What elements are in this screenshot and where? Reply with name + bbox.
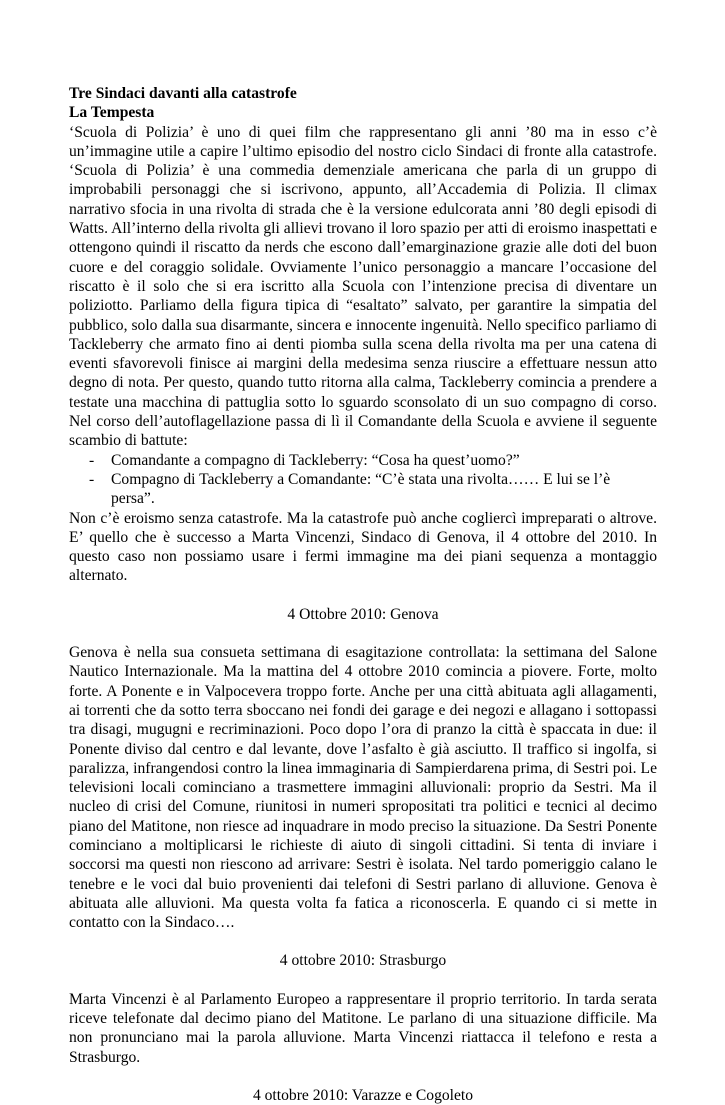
section-paragraph-strasburgo: Marta Vincenzi è al Parlamento Europeo a rappresentare il proprio territorio. In tarda serata riceve telefonate dal decimo piano del Matitone. Le parlano di una situazione difficile. Ma non pronunciano mai la parola alluvione. Marta Vincenzi riattacca il telefono e resta a Strasburgo. xyxy=(69,990,657,1066)
dialogue-dash: - xyxy=(89,451,95,469)
dialogue-text: Compagno di Tackleberry a Comandante: “C’è stata una rivolta…… E lui se l’è persa”. xyxy=(111,470,611,508)
intro-paragraph: ‘Scuola di Polizia’ è uno di quei film che rappresentano gli anni ’80 ma in esso c’è un’immagine utile a capire l’ultimo episodio del nostro ciclo Sindaci di fronte alla catastrofe. ‘Scuola di Polizia’ è una commedia demenziale americana che parla di un gruppo di improbabili personaggi che si iscrivono, appunto, all’Accademia di Polizia. Il climax narrativo sfocia in una rivolta di strada che è la versione edulcorata anni ’80 degli episodi di Watts. All’interno della rivolta gli allievi trovano il loro spazio per atti di eroismo inaspettati e ottengono quindi il riscatto da nerds che escono dall’emarginazione grazie alle doti del buon cuore e del coraggio solidale. Ovviamente l’unico personaggio a mancare l’occasione del riscatto è il solo che si era iscritto alla Scuola con l’intenzione precisa di diventare un poliziotto. Parliamo della figura tipica di “esaltato” salvato, per garantire la simpatia del pubblico, solo dalla sua disarmante, sincera e innocente ingenuità. Nello specifico parliamo di Tackleberry che armato fino ai denti piomba sulla scena della rivolta ma per una catena di eventi sfavorevoli finisce ai margini della medesima senza riuscire a effettuare nessun atto degno di nota. Per questo, quando tutto ritorna alla calma, Tackleberry comincia a prendere a testate una macchina di pattuglia sotto lo sguardo sconsolato di un suo compagno di corso. Nel corso dell’autoflagellazione passa di lì il Comandante della Scuola e avviene il seguente scambio di battute: xyxy=(69,123,657,450)
section-heading-strasburgo: 4 ottobre 2010: Strasburgo xyxy=(279,952,447,970)
dialogue-list xyxy=(69,451,657,509)
document-title: Tre Sindaci davanti alla catastrofe xyxy=(69,85,297,102)
dialogue-line xyxy=(89,451,657,470)
dialogue-text: Comandante a compagno di Tackleberry: “Cosa ha quest’uomo?” xyxy=(111,451,520,469)
section-heading-genova: 4 Ottobre 2010: Genova xyxy=(287,605,439,623)
dialogue-line xyxy=(89,470,657,509)
post-dialogue-paragraph: Non c’è eroismo senza catastrofe. Ma la catastrofe può anche cogliercì impreparati o altrove. E’ quello che è successo a Marta Vincenzi, Sindaco di Genova, il 4 ottobre del 2010. In questo caso non possiamo usare i fermi immagine ma dei piani sequenza a montaggio alternato. xyxy=(69,509,657,585)
section-paragraph-genova: Genova è nella sua consueta settimana di esagitazione controllata: la settimana del Salone Nautico Internazionale. Ma la mattina del 4 ottobre 2010 comincia a piovere. Forte, molto forte. A Ponente e in Valpocevera troppo forte. Anche per una città abituata agli allagamenti, ai torrenti che da sotto terra sboccano nei fondi dei garage e dei negozi e allagano i sottopassi tra disagi, mugugni e recriminazioni. Poco dopo l’ora di pranzo la città è spaccata in due: il Ponente diviso dal centro e dal levante, dove l’asfalto è già asciutto. Il traffico si ingolfa, si paralizza, infrangendosi contro la linea immaginaria di Sampierdarena prima, di Sestri poi. Le televisioni locali cominciano a trasmettere immagini alluvionali: proprio da Sestri. Ma il nucleo di crisi del Comune, riunitosi in numeri spropositati tra politici e tecnici al decimo piano del Matitone, non riesce ad inquadrare in modo preciso la situazione. Da Sestri Ponente cominciano a moltiplicarsi le richieste di aiuto di singoli cittadini. Si tenta di inviare i soccorsi ma questi non riescono ad arrivare: Sestri è isolata. Nel tardo pomeriggio calano le tenebre e le voci dal buio provenienti dai telefoni di Sestri parlano di alluvione. Genova è abituata alle alluvioni. Ma questa volta fa fatica a riconoscerla. E quando ci si mette in contatto con la Sindaco…. xyxy=(69,644,657,932)
document-subtitle: La Tempesta xyxy=(69,104,155,122)
dialogue-dash: - xyxy=(89,470,95,488)
section-heading-varazze-cogoleto: 4 ottobre 2010: Varazze e Cogoleto xyxy=(252,1086,474,1104)
document-page xyxy=(69,84,657,1105)
